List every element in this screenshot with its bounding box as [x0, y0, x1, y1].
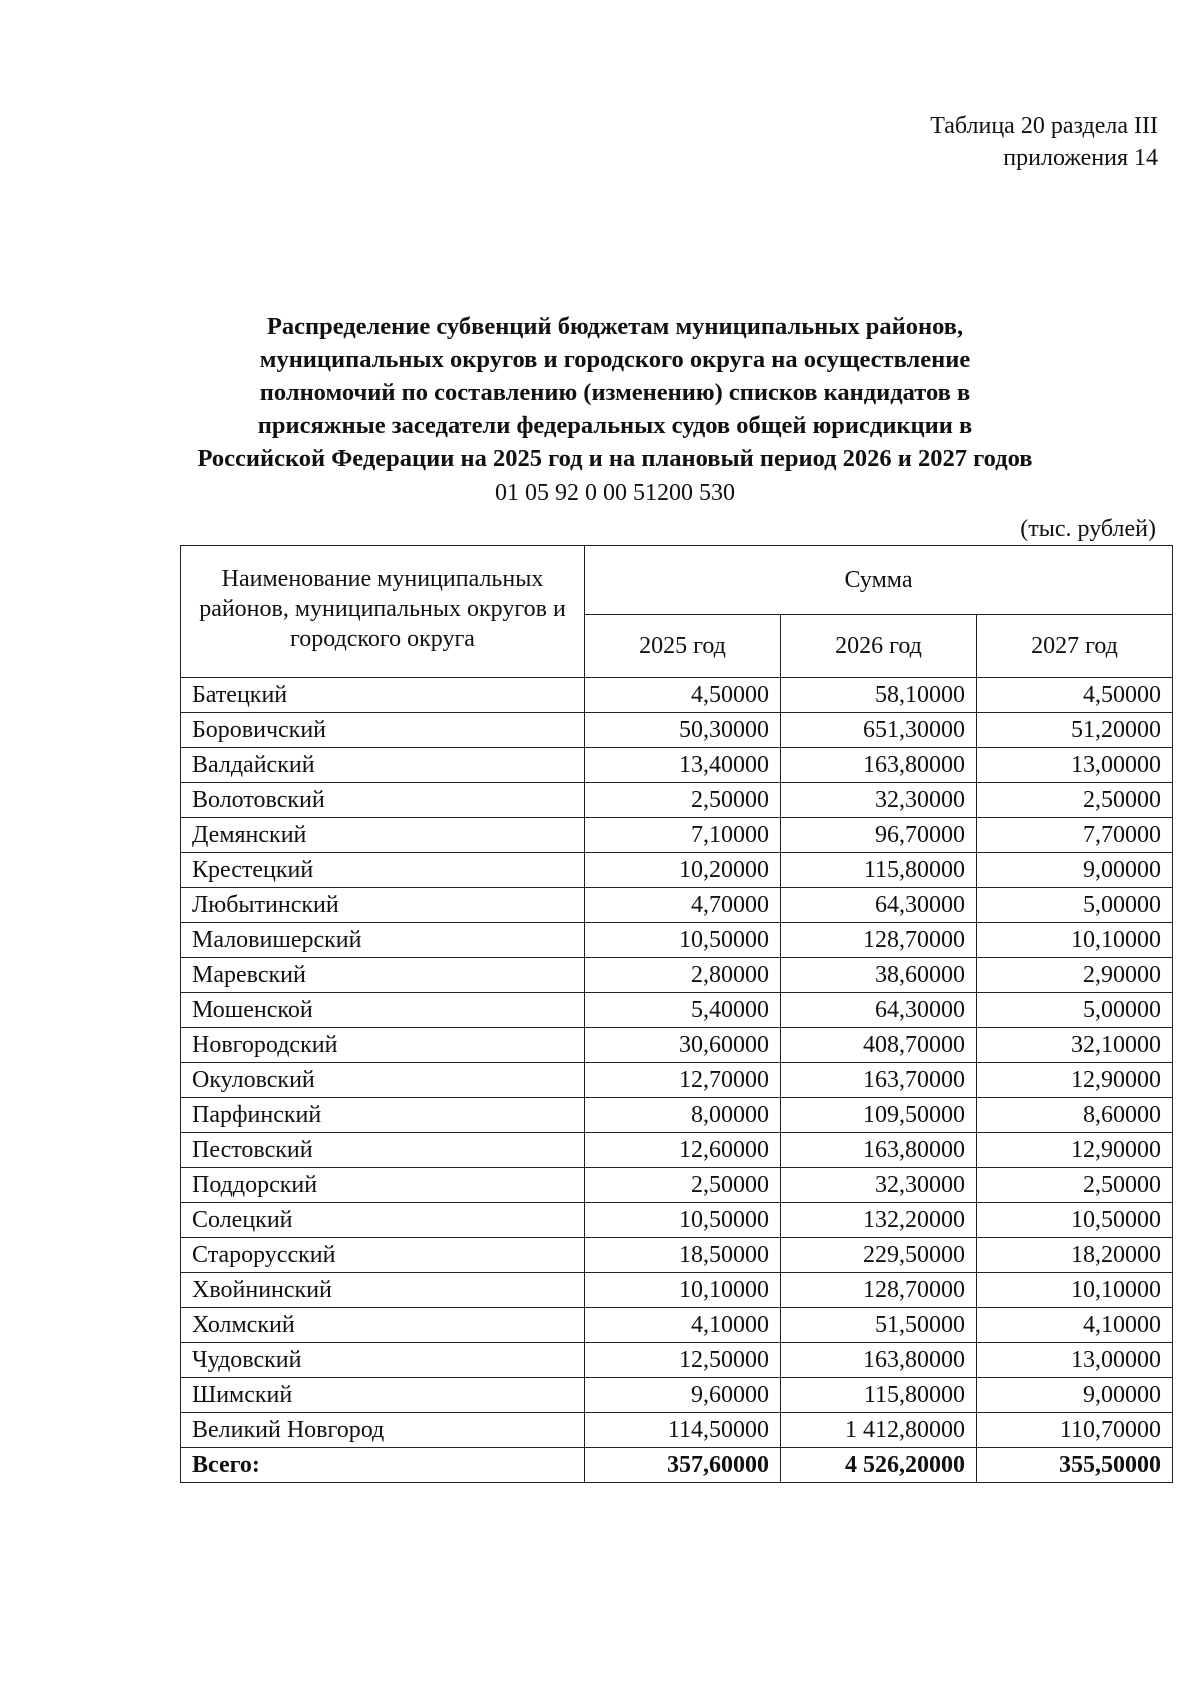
table-row	[181, 1238, 1173, 1273]
municipality-name-cell: Волотовский	[181, 783, 585, 818]
value-2027-cell: 10,10000	[977, 923, 1173, 958]
value-2027-cell: 12,90000	[977, 1133, 1173, 1168]
table-row	[181, 958, 1173, 993]
title-line-4: присяжные заседатели федеральных судов общей юрисдикции в	[257, 412, 973, 439]
value-2025-cell: 9,60000	[585, 1378, 781, 1413]
total-value-2025-cell: 357,60000	[585, 1448, 781, 1483]
municipality-name-cell: Крестецкий	[181, 853, 585, 888]
value-2027-cell: 5,00000	[977, 993, 1173, 1028]
title-line-5: Российской Федерации на 2025 год и на плановый период 2026 и 2027 годов	[197, 445, 1033, 472]
value-2026-cell: 163,80000	[781, 748, 977, 783]
value-2027-cell: 7,70000	[977, 818, 1173, 853]
table-row	[181, 888, 1173, 923]
table-row	[181, 1308, 1173, 1343]
municipality-name-cell: Шимский	[181, 1378, 585, 1413]
value-2025-cell: 10,50000	[585, 1203, 781, 1238]
table-row	[181, 1098, 1173, 1133]
subsidy-table	[180, 545, 1173, 1483]
table-row	[181, 1063, 1173, 1098]
value-2027-cell: 2,50000	[977, 783, 1173, 818]
municipality-name-cell: Мошенской	[181, 993, 585, 1028]
value-2025-cell: 12,60000	[585, 1133, 781, 1168]
table-body	[181, 678, 1173, 1483]
value-2027-cell: 12,90000	[977, 1063, 1173, 1098]
value-2025-cell: 4,70000	[585, 888, 781, 923]
table-row	[181, 853, 1173, 888]
value-2026-cell: 115,80000	[781, 853, 977, 888]
value-2026-cell: 32,30000	[781, 1168, 977, 1203]
value-2026-cell: 408,70000	[781, 1028, 977, 1063]
municipality-name-cell: Боровичский	[181, 713, 585, 748]
municipality-name-cell: Поддорский	[181, 1168, 585, 1203]
value-2026-cell: 109,50000	[781, 1098, 977, 1133]
title-line-3: полномочий по составлению (изменению) списков кандидатов в	[259, 379, 971, 406]
value-2025-cell: 2,50000	[585, 783, 781, 818]
municipality-name-cell: Солецкий	[181, 1203, 585, 1238]
table-row	[181, 1343, 1173, 1378]
value-2026-cell: 58,10000	[781, 678, 977, 713]
value-2025-cell: 50,30000	[585, 713, 781, 748]
municipality-name-cell: Чудовский	[181, 1343, 585, 1378]
municipality-name-cell: Новгородский	[181, 1028, 585, 1063]
value-2026-cell: 651,30000	[781, 713, 977, 748]
municipality-name-cell: Батецкий	[181, 678, 585, 713]
municipality-name-cell: Демянский	[181, 818, 585, 853]
reference-line-2: приложения 14	[1003, 145, 1158, 171]
header-year-2027: 2027 год	[977, 615, 1173, 678]
municipality-name-cell: Маловишерский	[181, 923, 585, 958]
value-2025-cell: 2,50000	[585, 1168, 781, 1203]
header-year-2026: 2026 год	[781, 615, 977, 678]
municipality-name-cell: Маревский	[181, 958, 585, 993]
total-value-2026-cell: 4 526,20000	[781, 1448, 977, 1483]
value-2027-cell: 13,00000	[977, 748, 1173, 783]
municipality-name-cell: Холмский	[181, 1308, 585, 1343]
municipality-name-cell: Великий Новгород	[181, 1413, 585, 1448]
value-2027-cell: 4,10000	[977, 1308, 1173, 1343]
value-2026-cell: 128,70000	[781, 1273, 977, 1308]
total-row	[181, 1448, 1173, 1483]
value-2027-cell: 110,70000	[977, 1413, 1173, 1448]
municipality-name-cell: Любытинский	[181, 888, 585, 923]
value-2026-cell: 1 412,80000	[781, 1413, 977, 1448]
municipality-name-cell: Окуловский	[181, 1063, 585, 1098]
value-2026-cell: 96,70000	[781, 818, 977, 853]
value-2027-cell: 10,10000	[977, 1273, 1173, 1308]
value-2025-cell: 7,10000	[585, 818, 781, 853]
value-2025-cell: 12,70000	[585, 1063, 781, 1098]
value-2025-cell: 13,40000	[585, 748, 781, 783]
value-2025-cell: 4,10000	[585, 1308, 781, 1343]
value-2026-cell: 64,30000	[781, 993, 977, 1028]
value-2025-cell: 30,60000	[585, 1028, 781, 1063]
value-2027-cell: 9,00000	[977, 853, 1173, 888]
value-2025-cell: 8,00000	[585, 1098, 781, 1133]
header-sum: Сумма	[585, 546, 1173, 615]
value-2025-cell: 10,10000	[585, 1273, 781, 1308]
value-2026-cell: 38,60000	[781, 958, 977, 993]
value-2027-cell: 13,00000	[977, 1343, 1173, 1378]
value-2026-cell: 64,30000	[781, 888, 977, 923]
value-2025-cell: 12,50000	[585, 1343, 781, 1378]
value-2027-cell: 18,20000	[977, 1238, 1173, 1273]
value-2026-cell: 128,70000	[781, 923, 977, 958]
value-2027-cell: 8,60000	[977, 1098, 1173, 1133]
value-2025-cell: 18,50000	[585, 1238, 781, 1273]
value-2026-cell: 132,20000	[781, 1203, 977, 1238]
table-row	[181, 748, 1173, 783]
table-row	[181, 1168, 1173, 1203]
table-row	[181, 1028, 1173, 1063]
table-row	[181, 1378, 1173, 1413]
table-row	[181, 993, 1173, 1028]
municipality-name-cell: Пестовский	[181, 1133, 585, 1168]
value-2026-cell: 229,50000	[781, 1238, 977, 1273]
value-2025-cell: 4,50000	[585, 678, 781, 713]
document-title	[150, 310, 1080, 475]
value-2027-cell: 2,50000	[977, 1168, 1173, 1203]
value-2027-cell: 32,10000	[977, 1028, 1173, 1063]
table-row	[181, 1273, 1173, 1308]
value-2027-cell: 9,00000	[977, 1378, 1173, 1413]
value-2027-cell: 51,20000	[977, 713, 1173, 748]
title-line-2: муниципальных округов и городского округа на осуществление	[259, 346, 971, 373]
value-2027-cell: 4,50000	[977, 678, 1173, 713]
value-2025-cell: 2,80000	[585, 958, 781, 993]
title-line-1: Распределение субвенций бюджетам муниципальных районов,	[266, 313, 964, 340]
header-year-2025: 2025 год	[585, 615, 781, 678]
value-2026-cell: 163,80000	[781, 1133, 977, 1168]
value-2026-cell: 51,50000	[781, 1308, 977, 1343]
table-row	[181, 1133, 1173, 1168]
value-2026-cell: 163,70000	[781, 1063, 977, 1098]
value-2027-cell: 5,00000	[977, 888, 1173, 923]
table-row	[181, 1203, 1173, 1238]
table-row	[181, 1413, 1173, 1448]
total-municipality-name-cell: Всего:	[181, 1448, 585, 1483]
value-2025-cell: 10,20000	[585, 853, 781, 888]
value-2025-cell: 5,40000	[585, 993, 781, 1028]
value-2025-cell: 114,50000	[585, 1413, 781, 1448]
table-row	[181, 713, 1173, 748]
header-municipality: Наименование муниципальных районов, муниципальных округов и городского округа	[181, 546, 585, 678]
value-2027-cell: 10,50000	[977, 1203, 1173, 1238]
value-2026-cell: 115,80000	[781, 1378, 977, 1413]
value-2025-cell: 10,50000	[585, 923, 781, 958]
reference-line-1: Таблица 20 раздела III	[930, 113, 1158, 139]
total-value-2027-cell: 355,50000	[977, 1448, 1173, 1483]
value-2026-cell: 163,80000	[781, 1343, 977, 1378]
table-reference	[930, 110, 1158, 174]
table-row	[181, 818, 1173, 853]
budget-code: 01 05 92 0 00 51200 530	[495, 480, 735, 506]
municipality-name-cell: Валдайский	[181, 748, 585, 783]
value-2026-cell: 32,30000	[781, 783, 977, 818]
table-row	[181, 678, 1173, 713]
value-2027-cell: 2,90000	[977, 958, 1173, 993]
municipality-name-cell: Хвойнинский	[181, 1273, 585, 1308]
municipality-name-cell: Парфинский	[181, 1098, 585, 1133]
table-row	[181, 783, 1173, 818]
municipality-name-cell: Старорусский	[181, 1238, 585, 1273]
units-label: (тыс. рублей)	[1020, 516, 1156, 542]
table-row	[181, 923, 1173, 958]
